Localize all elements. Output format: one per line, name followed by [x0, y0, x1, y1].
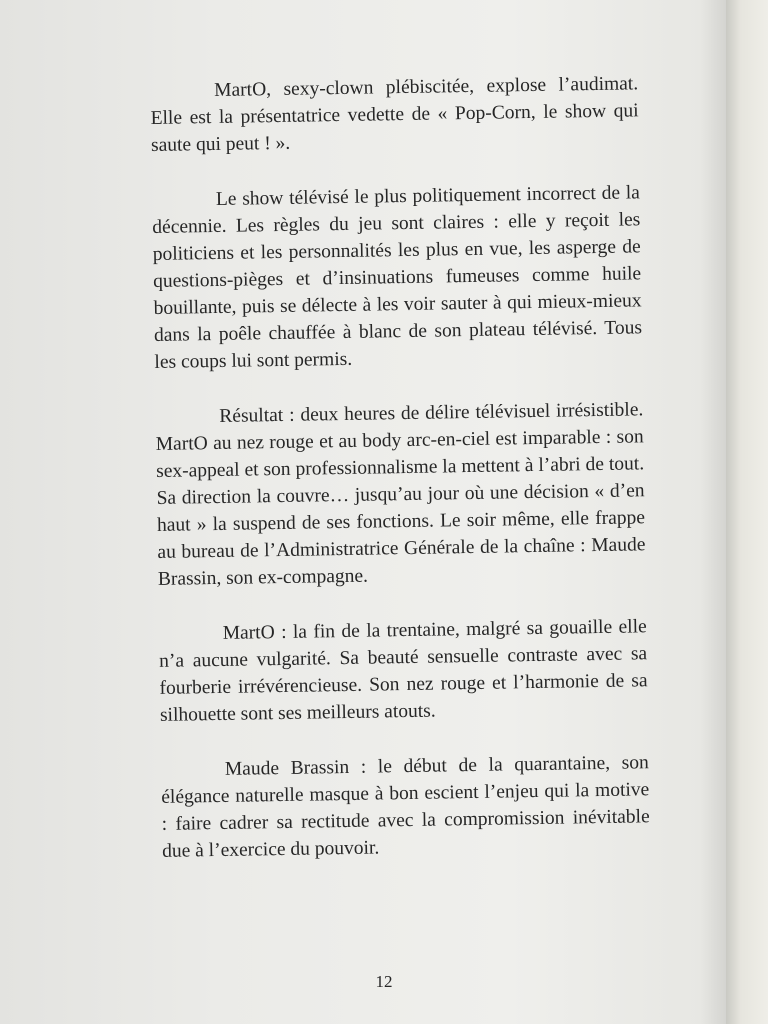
paragraph-marto: MartO : la fin de la trentaine, malgré sa gouaille elle n’a aucune vulgarité. Sa beauté sensuelle contraste avec sa fourberie irrévérencieuse. Son nez rouge et l’harmonie de sa silhouette sont ses meilleurs atouts.: [159, 616, 648, 726]
paragraph-result: Résultat : deux heures de délire télévisuel irrésistible. MartO au nez rouge et au body arc-en-ciel est imparable : son sex-appeal et son professionnalisme la mettent à l’abri de tout. Sa direction la couvre… jusqu’au jour où une décision « d’en haut » la suspend de ses fonctions. Le soir même, elle frappe au bureau de l’Administratrice Générale de la chaîne : Maude Brassin, son ex-compagne.: [155, 399, 646, 590]
page-number: 12: [375, 972, 393, 991]
page-edge-shadow: [700, 0, 726, 1024]
paragraph-maude: Maude Brassin : le début de la quarantaine, son élégance naturelle masque à bon escient l’enjeu qui la motive : faire cadrer sa rectitude avec la compromission inévitable due à l’exercice du pouvoir.: [161, 752, 650, 862]
paragraph-show: Le show télévisé le plus politiquement incorrect de la décennie. Les règles du jeu sont claires : elle y reçoit les politiciens et les personnalités les plus en vue, les asperge de questions-pièges et d’insinuations fumeuses comme huile bouillante, puis se délecte à les voir sauter à qui mieux-mieux dans la poêle chauffée à blanc de son plateau télévisé. Tous les coups lui sont permis.: [152, 182, 643, 373]
page-body-text: [150, 70, 651, 893]
paragraph-intro: MartO, sexy-clown plébiscitée, explose l’audimat. Elle est la présentatrice vedette de « Pop-Corn, le show qui saute qui peut ! ».: [150, 73, 639, 156]
next-page-edge: [726, 0, 768, 1024]
